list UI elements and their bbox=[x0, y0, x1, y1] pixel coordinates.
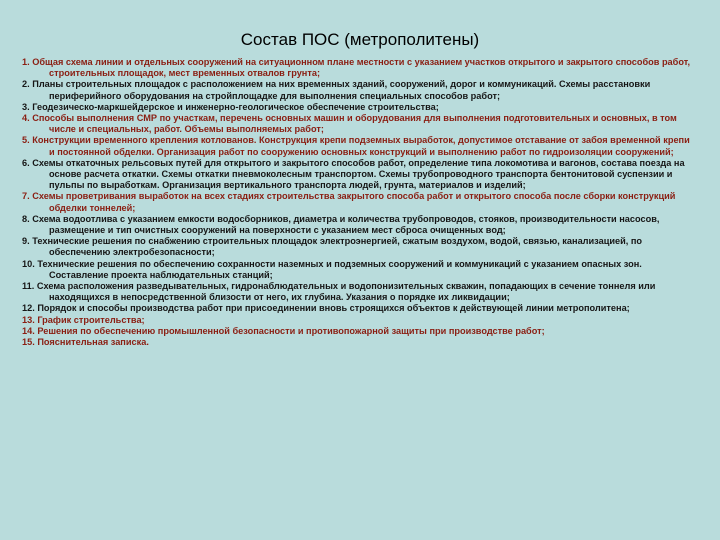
list-item-2: 2. Планы строительных площадок с расположением на них временных зданий, сооружений, дорог и коммуникаций. Схемы расстановки периферийного оборудования на стройплощадке для выполнения специальных способов работ; bbox=[22, 79, 651, 101]
composition-list bbox=[22, 57, 696, 348]
list-item-12: 12. Порядок и способы производства работ при присоединении вновь строящихся объектов к действующей линии метрополитена; bbox=[22, 303, 630, 314]
list-item-11: 11. Схема расположения разведывательных, гидронаблюдательных и водопонизительных скважин, попадающих в сечение тоннеля или находящихся в непосредственной близости от него, их глубина. Указания о порядке их ликвидации; bbox=[22, 281, 656, 303]
list-item-7: 7. Схемы проветривания выработок на всех стадиях строительства закрытого способа работ и открытого способа после сборки конструкций обделки тоннелей; bbox=[22, 191, 676, 213]
list-item-15: 15. Пояснительная записка. bbox=[22, 337, 149, 348]
list-item-6: 6. Схемы откаточных рельсовых путей для открытого и закрытого способов работ, определение типа локомотива и вагонов, состава поезда на основе расчета откатки. Схемы откатки пневмоколесным транспортом. Схемы трубопроводного транспорта бентонитовой суспензии и пульпы по выработкам. Организация вертикального транспорта людей, грунта, материалов и изделий; bbox=[22, 157, 685, 191]
list-item-3: 3. Геодезическо-маркшейдерское и инженерно-геологическое обеспечение строительства; bbox=[22, 101, 439, 112]
list-item-9: 9. Технические решения по снабжению строительных площадок электроэнергией, сжатым воздухом, водой, связью, канализацией, по обеспечению электробезопасности; bbox=[22, 236, 643, 258]
list-item-4: 4. Способы выполнения СМР по участкам, перечень основных машин и оборудования для выполнения подготовительных и основных, в том числе и специальных, работ. Объемы выполняемых работ; bbox=[22, 113, 677, 135]
list-item-5: 5. Конструкции временного крепления котлованов. Конструкция крепи подземных выработок, допустимое отставание от забоя временной крепи и постоянной обделки. Организация работ по сооружению основных конструкций и выполнению работ по гидроизоляции сооружений; bbox=[22, 135, 690, 157]
list-item-8: 8. Схема водоотлива с указанием емкости водосборников, диаметра и количества трубопроводов, стояков, производительности насосов, размещение и тип очистных сооружений на поверхности с указанием мест сброса очищенных вод; bbox=[22, 213, 660, 236]
list-item-10: 10. Технические решения по обеспечению сохранности наземных и подземных сооружений и коммуникаций с указанием опасных зон. Составление проекта наблюдательных станций; bbox=[22, 258, 642, 280]
slide-title: Состав ПОС (метрополитены) bbox=[240, 30, 480, 49]
list-item-13: 13. График строительства; bbox=[22, 314, 145, 325]
list-item-14: 14. Решения по обеспечению промышленной безопасности и противопожарной защиты при производстве работ; bbox=[22, 325, 545, 336]
list-item-1: 1. Общая схема линии и отдельных сооружений на ситуационном плане местности с указанием участков открытого и закрытого способов работ, строительных площадок, мест временных отвалов грунта; bbox=[22, 57, 691, 79]
